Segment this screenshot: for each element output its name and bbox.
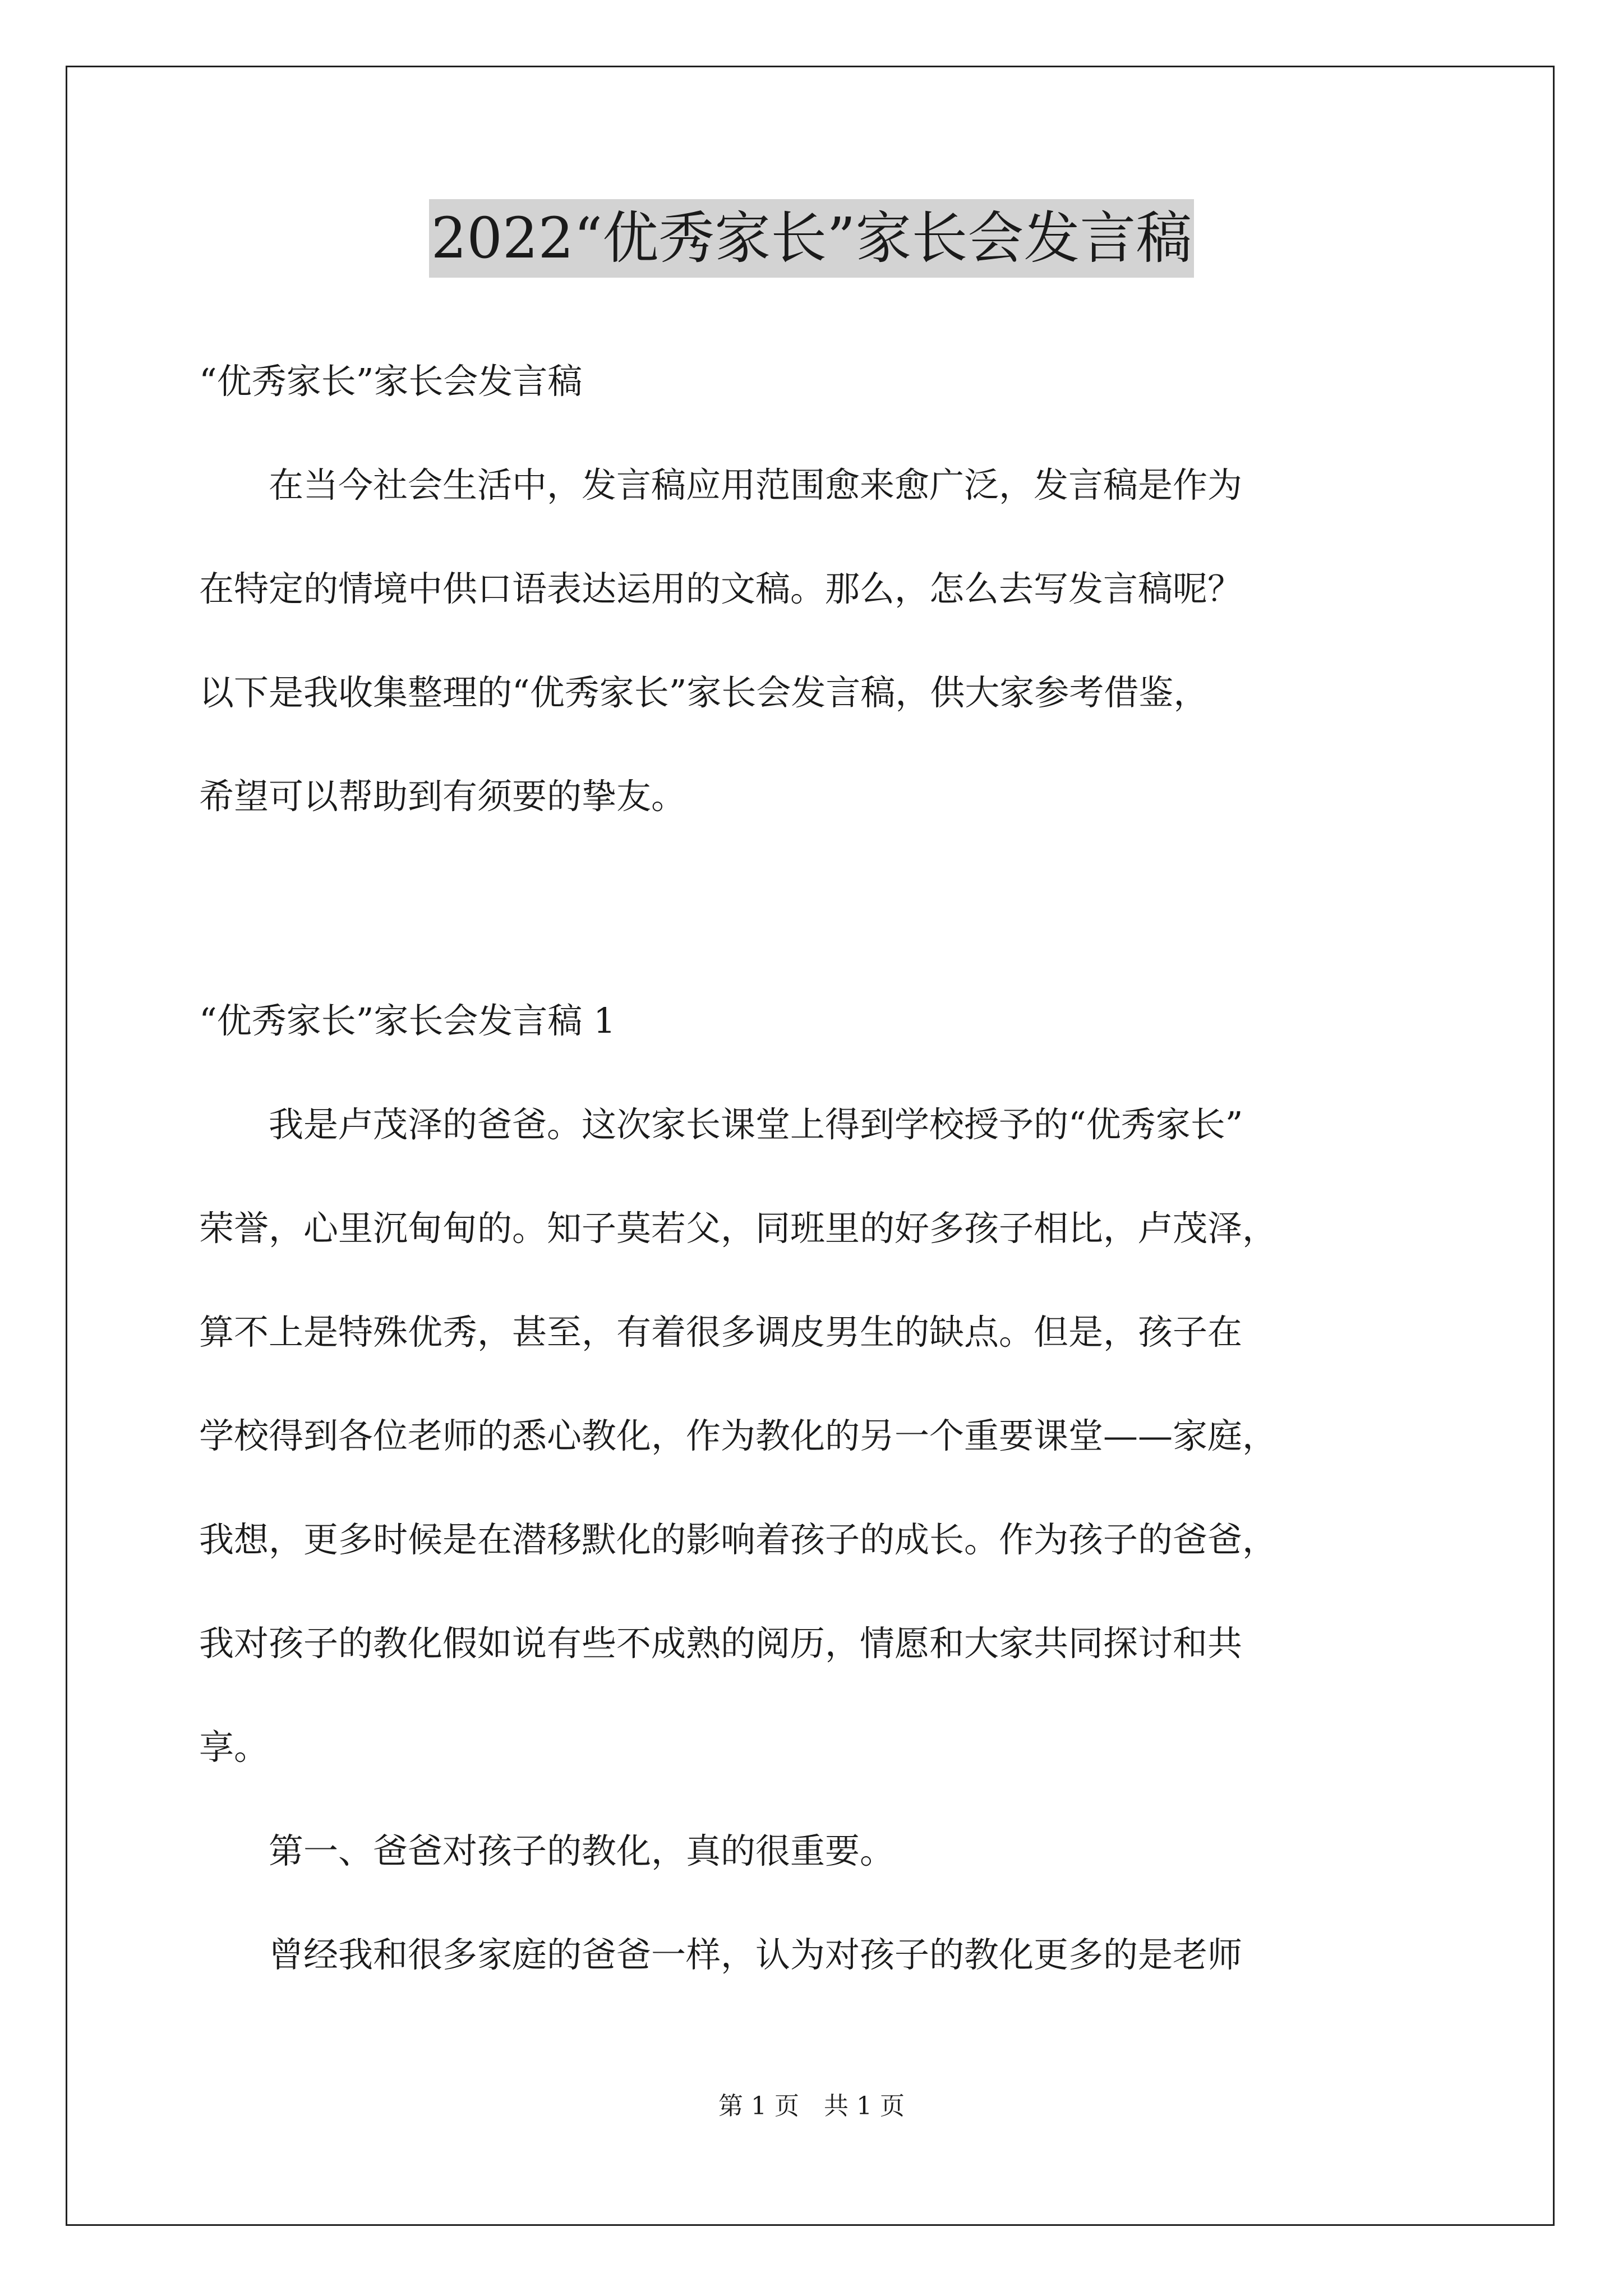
paragraph-line: 希望可以帮助到有须要的挚友。 — [199, 776, 686, 817]
paragraph-line: 算不上是特殊优秀，甚至，有着很多调皮男生的缺点。但是，孩子在 — [199, 1312, 1243, 1352]
title-container — [0, 199, 1623, 278]
paragraph-line: 我对孩子的教化假如说有些不成熟的阅历，情愿和大家共同探讨和共 — [199, 1623, 1243, 1664]
paragraph-line: 我想，更多时候是在潜移默化的影响着孩子的成长。作为孩子的爸爸， — [199, 1519, 1278, 1560]
paragraph-line: 享。 — [199, 1727, 269, 1768]
paragraph-line: 曾经我和很多家庭的爸爸一样，认为对孩子的教化更多的是老师 — [199, 1934, 1243, 1975]
paragraph-line: 我是卢茂泽的爸爸。这次家长课堂上得到学校授予的“优秀家长” — [199, 1104, 1243, 1145]
page-footer: 第 1 页 共 1 页 — [718, 2092, 905, 2120]
paragraph-line: 学校得到各位老师的悉心教化，作为教化的另一个重要课堂——家庭， — [199, 1415, 1278, 1456]
document-title: 2022“优秀家长”家长会发言稿 — [429, 199, 1195, 278]
subtitle: “优秀家长”家长会发言稿 — [199, 361, 583, 402]
paragraph-line: 在特定的情境中供口语表达运用的文稿。那么，怎么去写发言稿呢？ — [199, 568, 1243, 609]
section-heading: “优秀家长”家长会发言稿 1 — [199, 1000, 616, 1041]
paragraph-line: 荣誉，心里沉甸甸的。知子莫若父，同班里的好多孩子相比，卢茂泽， — [199, 1208, 1278, 1249]
paragraph-line: 以下是我收集整理的“优秀家长”家长会发言稿，供大家参考借鉴， — [199, 672, 1209, 713]
paragraph-line: 第一、爸爸对孩子的教化，真的很重要。 — [199, 1830, 895, 1871]
paragraph-line: 在当今社会生活中，发言稿应用范围愈来愈广泛，发言稿是作为 — [199, 464, 1243, 505]
